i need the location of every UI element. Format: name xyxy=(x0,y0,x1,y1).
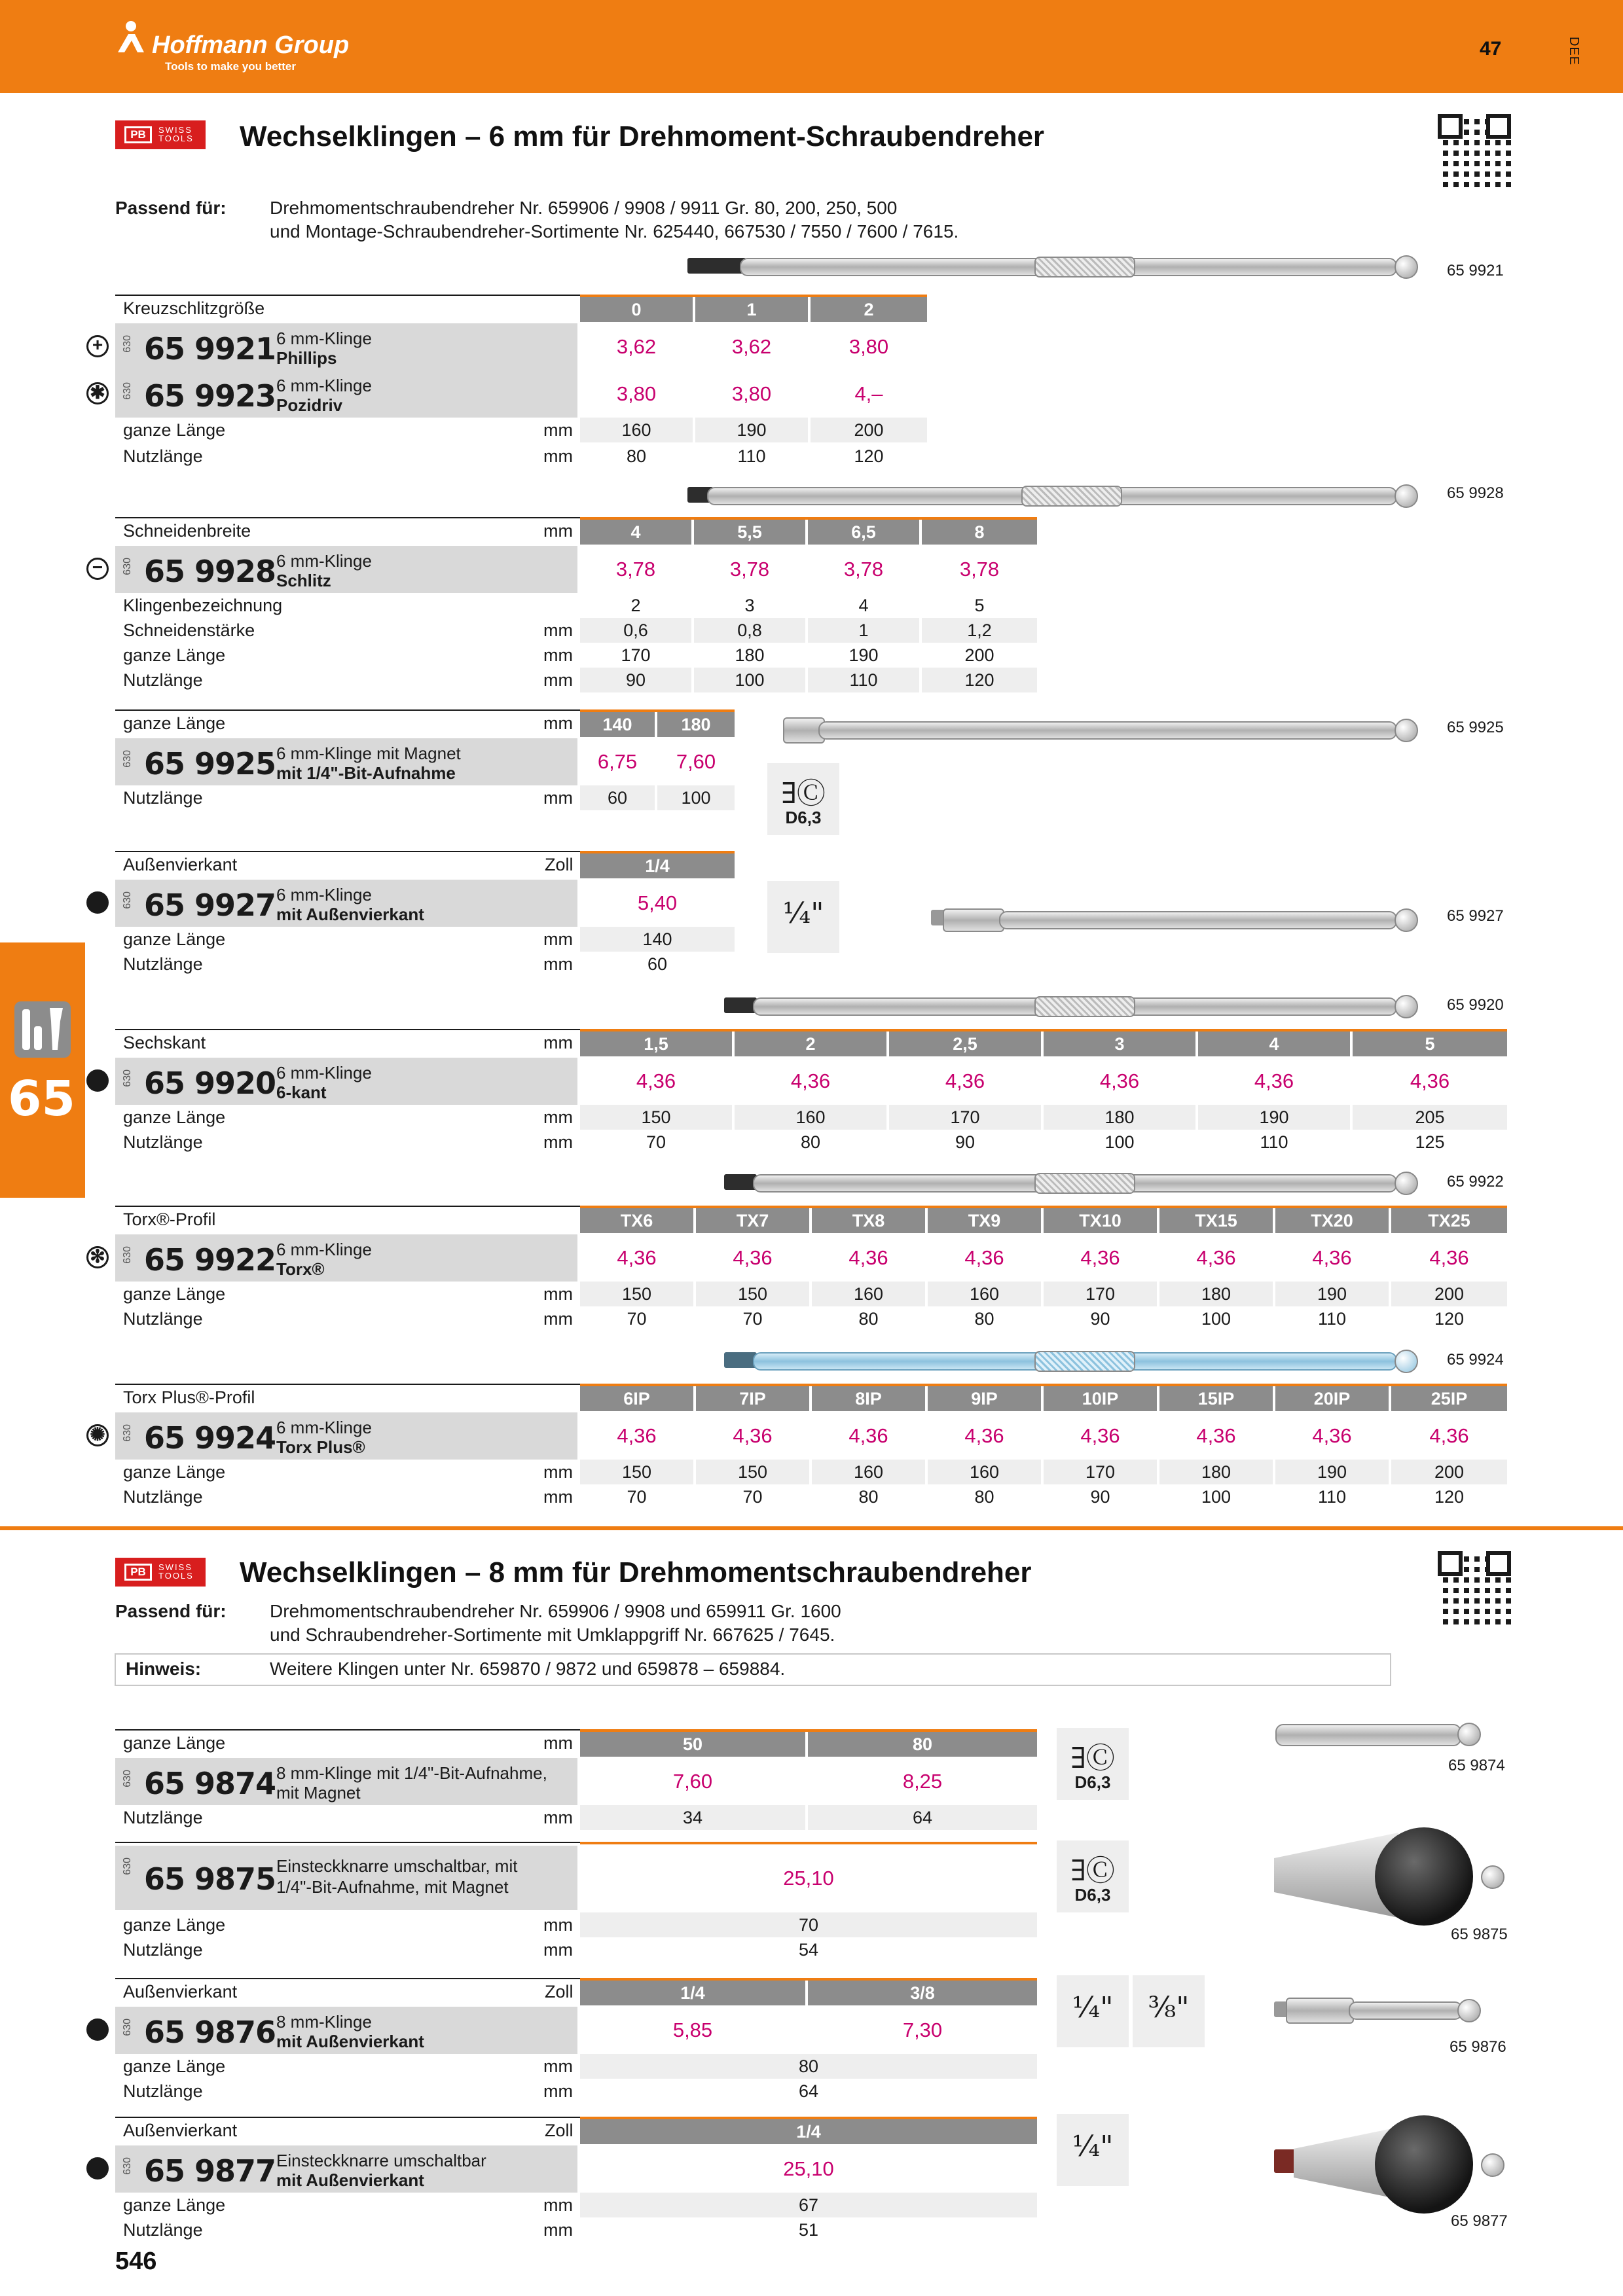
product-row[interactable]: 630 65 9928 6 mm-Klinge Schlitz xyxy=(115,546,577,593)
brand-name: Hoffmann Group xyxy=(152,31,350,59)
image-reference: 65 9927 xyxy=(1447,907,1504,925)
row-label: Kreuzschlitzgröße xyxy=(123,298,265,318)
column-header: 1 xyxy=(695,297,808,322)
fits-label: Passend für: xyxy=(115,198,227,218)
fits-label: Passend für: xyxy=(115,1601,227,1621)
square-drive-size-box: ¼" xyxy=(1057,2114,1129,2186)
image-reference: 65 9922 xyxy=(1447,1173,1504,1191)
square-drive-size-box: ¼" xyxy=(1057,1975,1129,2047)
product-row[interactable]: 630 65 9920 6 mm-Klinge 6-kant xyxy=(115,1058,577,1105)
hoffmann-logo-icon xyxy=(115,20,148,56)
torx-icon: ✻ xyxy=(86,1246,109,1268)
product-row[interactable]: 630 65 9876 8 mm-Klinge mit Außenvierkant xyxy=(115,2007,577,2054)
pb-swiss-tools-logo: PB SWISS TOOLS xyxy=(115,120,206,149)
article-number: 65 9924 xyxy=(144,1420,276,1456)
section-title: Wechselklingen – 6 mm für Drehmoment-Schraubendreher xyxy=(240,120,1045,152)
price: 3,80 xyxy=(731,382,772,405)
image-reference: 65 9874 xyxy=(1448,1757,1505,1774)
price: 3,62 xyxy=(616,335,657,358)
article-number: 65 9874 xyxy=(144,1766,276,1801)
price: 3,80 xyxy=(848,335,889,358)
article-number: 65 9922 xyxy=(144,1242,276,1278)
square-drive-size-box: ⅜" xyxy=(1133,1975,1205,2047)
qr-code[interactable] xyxy=(1438,114,1511,187)
section-title: Wechselklingen – 8 mm für Drehmomentschraubendreher xyxy=(240,1556,1032,1588)
page-number-bottom: 546 xyxy=(115,2248,157,2275)
fits-line-2: und Montage-Schraubendreher-Sortimente Nr. 625440, 667530 / 7550 / 7600 / 7615. xyxy=(270,221,959,242)
product-row[interactable]: 630 65 9924 6 mm-Klinge Torx Plus® xyxy=(115,1412,577,1460)
article-number: 65 9877 xyxy=(144,2153,276,2189)
article-number: 65 9925 xyxy=(144,746,276,781)
pozidriv-icon: ✱ xyxy=(86,382,109,404)
square-drive-icon xyxy=(86,2018,109,2041)
brand-tagline: Tools to make you better xyxy=(165,60,296,73)
price: 3,62 xyxy=(731,335,772,358)
price: 3,80 xyxy=(616,382,657,405)
fits-line-2: und Schraubendreher-Sortimente mit Umklappgriff Nr. 667625 / 7645. xyxy=(270,1624,835,1645)
square-drive-size-box: ¼" xyxy=(767,881,839,953)
article-number: 65 9928 xyxy=(144,554,276,589)
product-row[interactable]: 630 65 9922 6 mm-Klinge Torx® xyxy=(115,1234,577,1282)
image-reference: 65 9875 xyxy=(1451,1926,1508,1943)
hint-text: Weitere Klingen unter Nr. 659870 / 9872 und 659878 – 659884. xyxy=(270,1659,786,1679)
product-row[interactable]: 630 65 9874 8 mm-Klinge mit 1/4"-Bit-Aufnahme, mit Magnet xyxy=(115,1758,577,1805)
image-reference: 65 9877 xyxy=(1451,2212,1508,2230)
hex-icon xyxy=(86,1069,109,1092)
tools-icon xyxy=(14,1001,71,1058)
bit-holder-box: ∃Ⓒ D6,3 xyxy=(1057,1840,1129,1912)
hint-label: Hinweis: xyxy=(126,1659,202,1679)
product-row[interactable]: 630 65 9923 6 mm-Klinge Pozidriv xyxy=(115,370,577,418)
phillips-icon: + xyxy=(86,335,109,357)
product-row[interactable]: 630 65 9925 6 mm-Klinge mit Magnet mit 1/4"-Bit-Aufnahme xyxy=(115,738,577,785)
image-reference: 65 9921 xyxy=(1447,262,1504,279)
product-row[interactable]: 630 65 9927 6 mm-Klinge mit Außenvierkant xyxy=(115,880,577,927)
image-reference: 65 9928 xyxy=(1447,484,1504,502)
product-row[interactable]: 630 65 9877 Einsteckknarre umschaltbar mit Außenvierkant xyxy=(115,2145,577,2193)
square-drive-icon xyxy=(86,2157,109,2179)
pb-swiss-tools-logo: PB SWISS TOOLS xyxy=(115,1558,206,1587)
article-number: 65 9920 xyxy=(144,1066,276,1101)
product-row[interactable]: 630 65 9875 Einsteckknarre umschaltbar, mit 1/4"-Bit-Aufnahme, mit Magnet xyxy=(115,1846,577,1910)
article-number: 65 9875 xyxy=(144,1861,276,1897)
qr-code[interactable] xyxy=(1438,1551,1511,1624)
torx-plus-icon: ✺ xyxy=(86,1424,109,1446)
article-number: 65 9921 xyxy=(144,331,276,367)
article-number: 65 9876 xyxy=(144,2015,276,2050)
fits-line-1: Drehmomentschraubendreher Nr. 659906 / 9908 und 659911 Gr. 1600 xyxy=(270,1601,841,1621)
page-number-top: 47 xyxy=(1480,38,1502,60)
image-reference: 65 9920 xyxy=(1447,996,1504,1014)
section-divider xyxy=(0,1526,1623,1530)
fits-line-1: Drehmomentschraubendreher Nr. 659906 / 9908 / 9911 Gr. 80, 200, 250, 500 xyxy=(270,198,898,218)
page-header xyxy=(0,0,1623,93)
article-number: 65 9927 xyxy=(144,888,276,923)
column-header: 0 xyxy=(580,297,693,322)
article-number: 65 9923 xyxy=(144,378,276,414)
price: 4,– xyxy=(854,382,883,405)
chapter-number: 65 xyxy=(8,1071,75,1127)
image-reference: 65 9924 xyxy=(1447,1351,1504,1369)
language-code: DEE xyxy=(1567,37,1581,66)
column-header: 2 xyxy=(811,297,927,322)
image-reference: 65 9925 xyxy=(1447,719,1504,736)
square-drive-icon xyxy=(86,891,109,914)
bit-holder-box: ∃Ⓒ D6,3 xyxy=(767,763,839,835)
image-reference: 65 9876 xyxy=(1450,2038,1506,2056)
slotted-icon: − xyxy=(86,558,109,580)
chapter-tab xyxy=(0,942,85,1198)
product-row[interactable]: 630 65 9921 6 mm-Klinge Phillips xyxy=(115,323,577,370)
bit-holder-box: ∃Ⓒ D6,3 xyxy=(1057,1728,1129,1800)
